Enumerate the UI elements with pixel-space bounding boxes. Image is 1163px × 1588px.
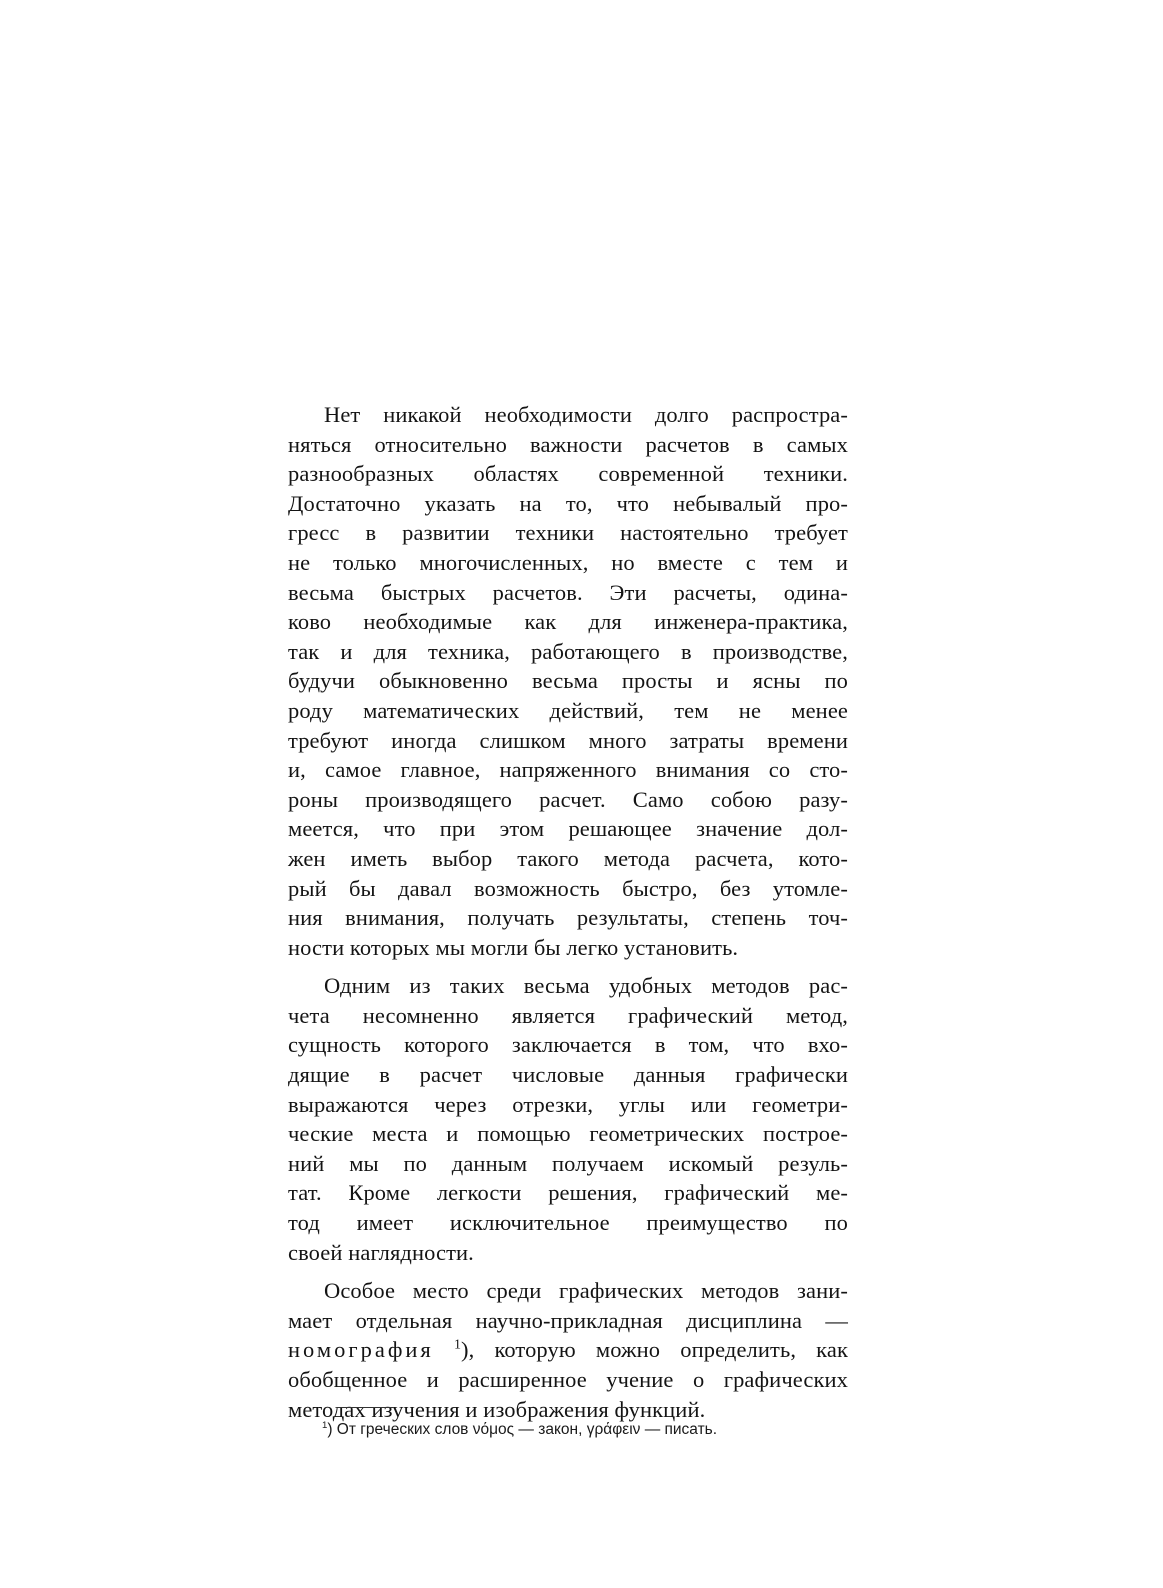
paragraph-3 [288,1276,848,1424]
text-line: методах изучения и изображения функций. [288,1396,706,1422]
text-line: меется, что при этом решающее значение дол- [288,816,848,842]
text-line: Одним из таких весьма удобных методов рас- [324,973,848,999]
text-line: мает отдельная научно-прикладная дисциплина — [288,1307,848,1333]
text-line: роны производящего расчет. Само собою разу- [288,786,848,812]
text-line: ния внимания, получать результаты, степень точ- [288,905,848,931]
text-line: ческие места и помощью геометрических построе- [288,1121,848,1147]
text-line: Достаточно указать на то, что небывалый про- [288,490,848,516]
text-line: няться относительно важности расчетов в самых [288,431,848,457]
text-line: Особое место среди графических методов зани- [324,1278,848,1304]
text-line-rest: ), которую можно определить, как [461,1337,848,1363]
footnote-text: ) От греческих слов νόμος — закон, γράφειν — писать. [327,1421,718,1438]
text-line: ково необходимые как для инженера-практика, [288,609,848,635]
text-line: будучи обыкновенно весьма просты и ясны по [288,668,848,694]
text-line: ний мы по данным получаем искомый резуль- [288,1150,848,1176]
text-line: своей наглядности. [288,1239,474,1265]
text-line: жен иметь выбор такого метода расчета, кото- [288,845,848,871]
text-line: тат. Кроме легкости решения, графический ме- [288,1180,848,1206]
text-line: выражаются через отрезки, углы или геометри- [288,1091,848,1117]
text-line: рый бы давал возможность быстро, без утомле- [288,875,848,901]
text-line: не только многочисленных, но вместе с тем и [288,549,848,575]
text-line: весьма быстрых расчетов. Эти расчеты, одина- [288,579,848,605]
footnote-divider [337,1407,393,1408]
text-line: требуют иногда слишком много затраты времени [288,727,848,753]
footnote-mark: 1 [322,1419,328,1431]
text-line: роду математических действий, тем не менее [288,697,848,723]
text-line: разнообразных областях современной техники. [288,461,848,487]
main-text [288,400,848,1424]
text-line: чета несомненно является графический метод, [288,1002,848,1028]
text-line: обобщенное и расширенное учение о графических [288,1367,848,1392]
footnote-reference: 1 [453,1337,462,1353]
text-line: так и для техника, работающего в производстве, [288,638,848,664]
text-line: тод имеет исключительное преимущество по [288,1210,848,1236]
text-line: дящие в расчет числовые данныя графически [288,1062,848,1088]
text-line: и, самое главное, напряженного внимания со сто- [288,757,848,783]
text-line: Нет никакой необходимости долго распростра- [324,402,848,427]
text-line [288,1335,848,1365]
text-line: ности которых мы могли бы легко установить. [288,934,739,960]
text-line: сущность которого заключается в том, что вхо- [288,1032,848,1058]
term-nomography: номография [288,1337,434,1363]
paragraph-2 [288,971,848,1267]
footnote [322,1421,717,1439]
text-line: гресс в развитии техники настоятельно требует [288,520,848,546]
paragraph-1 [288,400,848,962]
